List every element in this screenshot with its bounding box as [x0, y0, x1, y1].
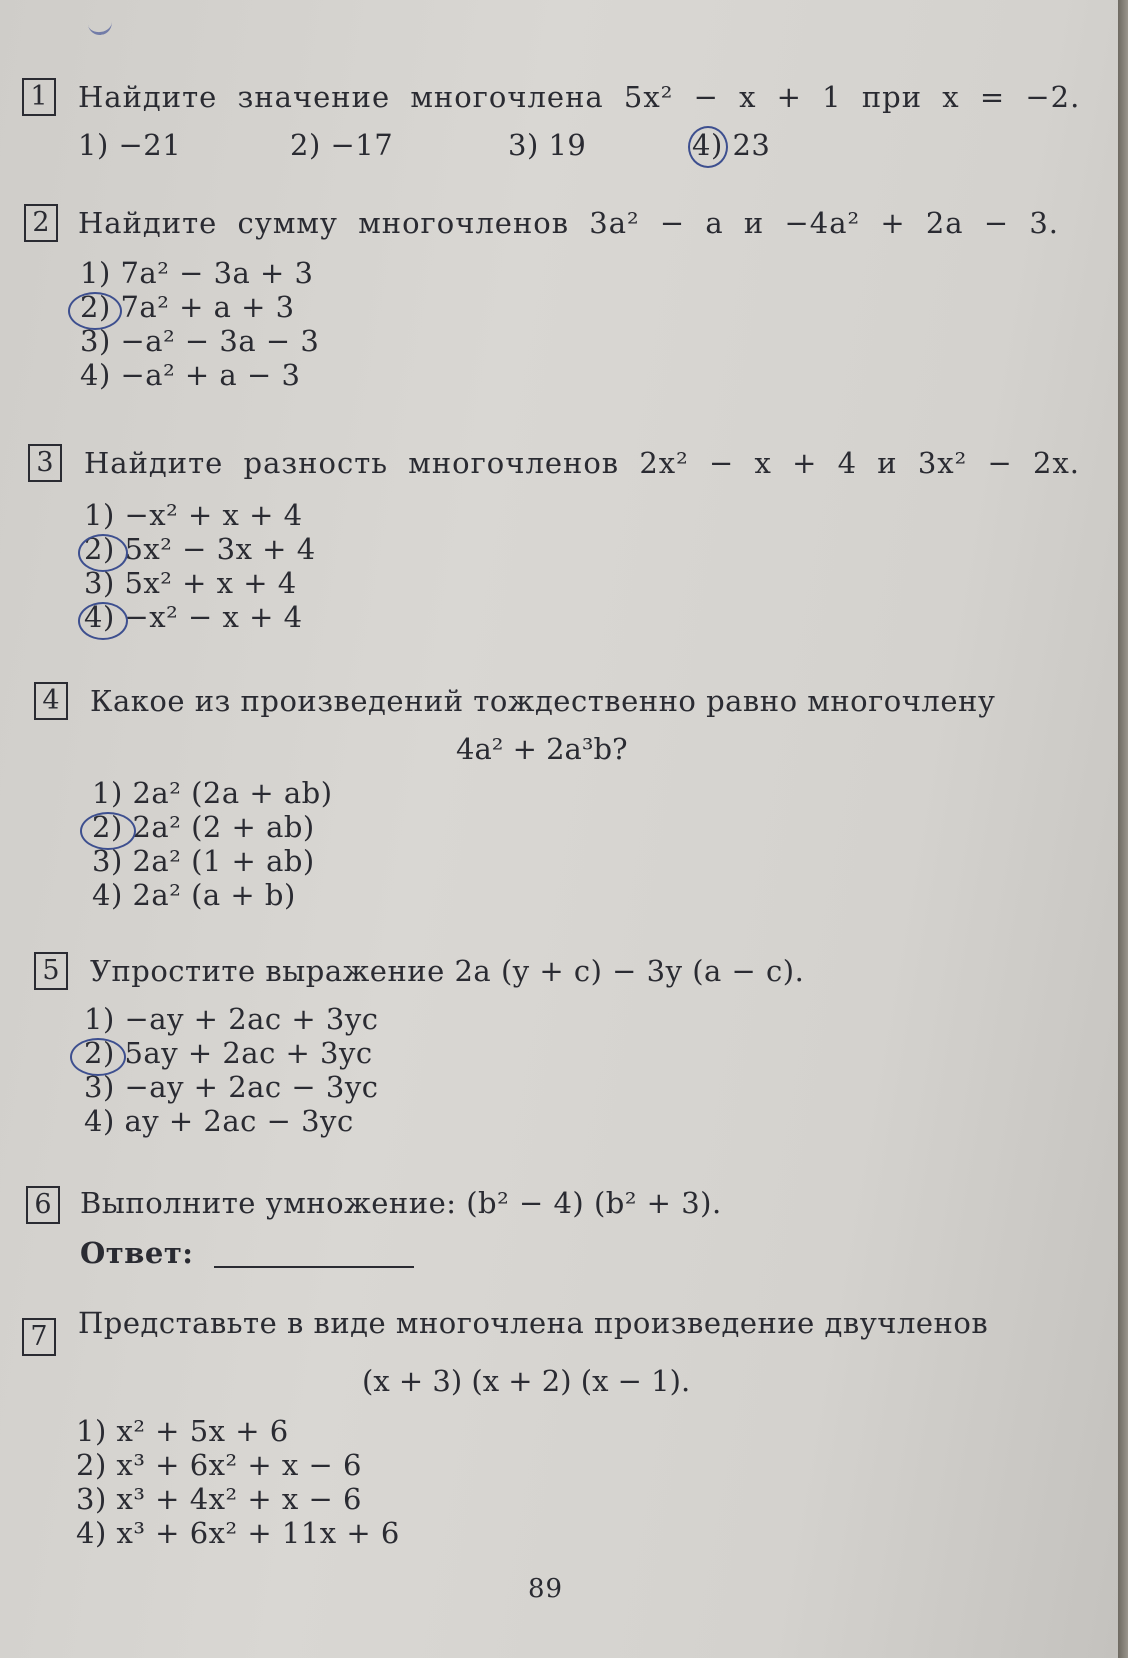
task-number-box: 1 — [22, 78, 56, 116]
task-number-box: 3 — [28, 444, 62, 482]
option-3[interactable]: 3) 19 — [508, 128, 587, 162]
task-question: Выполните умножение: (b² − 4) (b² + 3). — [80, 1186, 722, 1220]
task-formula: (x + 3) (x + 2) (x − 1). — [362, 1364, 691, 1398]
option-2[interactable]: 2) 5ay + 2ac + 3yc — [84, 1036, 373, 1070]
option-1[interactable]: 1) −x² + x + 4 — [84, 498, 303, 532]
task-number-box: 5 — [34, 952, 68, 990]
option-2[interactable]: 2) −17 — [290, 128, 394, 162]
option-4[interactable]: 4) 23 — [692, 128, 771, 162]
task-number-box: 7 — [22, 1318, 56, 1356]
option-3[interactable]: 3) −ay + 2ac − 3yc — [84, 1070, 379, 1104]
task-question: Найдите разность многочленов 2x² − x + 4 и 3x² − 2x. — [84, 446, 1081, 480]
task-question: Упростите выражение 2a (y + c) − 3y (a − c). — [90, 954, 805, 988]
task-question: Представьте в виде многочлена произведение двучленов — [78, 1306, 989, 1340]
option-1[interactable]: 1) x² + 5x + 6 — [76, 1414, 289, 1448]
task-formula: 4a² + 2a³b? — [456, 732, 628, 766]
option-2[interactable]: 2) x³ + 6x² + x − 6 — [76, 1448, 362, 1482]
pen-mark — [87, 12, 114, 36]
option-4[interactable]: 4) 2a² (a + b) — [92, 878, 296, 912]
task-number-box: 6 — [26, 1186, 60, 1224]
option-4[interactable]: 4) ay + 2ac − 3yc — [84, 1104, 354, 1138]
option-2[interactable]: 2) 5x² − 3x + 4 — [84, 532, 316, 566]
answer-label: Ответ: — [80, 1236, 194, 1270]
task-number-box: 2 — [24, 204, 58, 242]
option-3[interactable]: 3) x³ + 4x² + x − 6 — [76, 1482, 362, 1516]
answer-blank[interactable] — [214, 1266, 414, 1268]
option-1[interactable]: 1) −21 — [78, 128, 182, 162]
page-number: 89 — [528, 1574, 564, 1604]
option-1[interactable]: 1) 7a² − 3a + 3 — [80, 256, 314, 290]
option-4[interactable]: 4) −a² + a − 3 — [80, 358, 301, 392]
option-3[interactable]: 3) 5x² + x + 4 — [84, 566, 297, 600]
task-question: Какое из произведений тождественно равно многочлену — [90, 684, 996, 718]
task-number-box: 4 — [34, 682, 68, 720]
option-3[interactable]: 3) −a² − 3a − 3 — [80, 324, 320, 358]
option-2[interactable]: 2) 2a² (2 + ab) — [92, 810, 315, 844]
option-2[interactable]: 2) 7a² + a + 3 — [80, 290, 295, 324]
page-edge — [1118, 0, 1128, 1658]
task-question: Найдите значение многочлена 5x² − x + 1 при x = −2. — [78, 80, 1081, 114]
task-question: Найдите сумму многочленов 3a² − a и −4a² + 2a − 3. — [78, 206, 1060, 240]
option-1[interactable]: 1) 2a² (2a + ab) — [92, 776, 333, 810]
option-4[interactable]: 4) −x² − x + 4 — [84, 600, 303, 634]
option-3[interactable]: 3) 2a² (1 + ab) — [92, 844, 315, 878]
option-1[interactable]: 1) −ay + 2ac + 3yc — [84, 1002, 379, 1036]
option-4[interactable]: 4) x³ + 6x² + 11x + 6 — [76, 1516, 400, 1550]
